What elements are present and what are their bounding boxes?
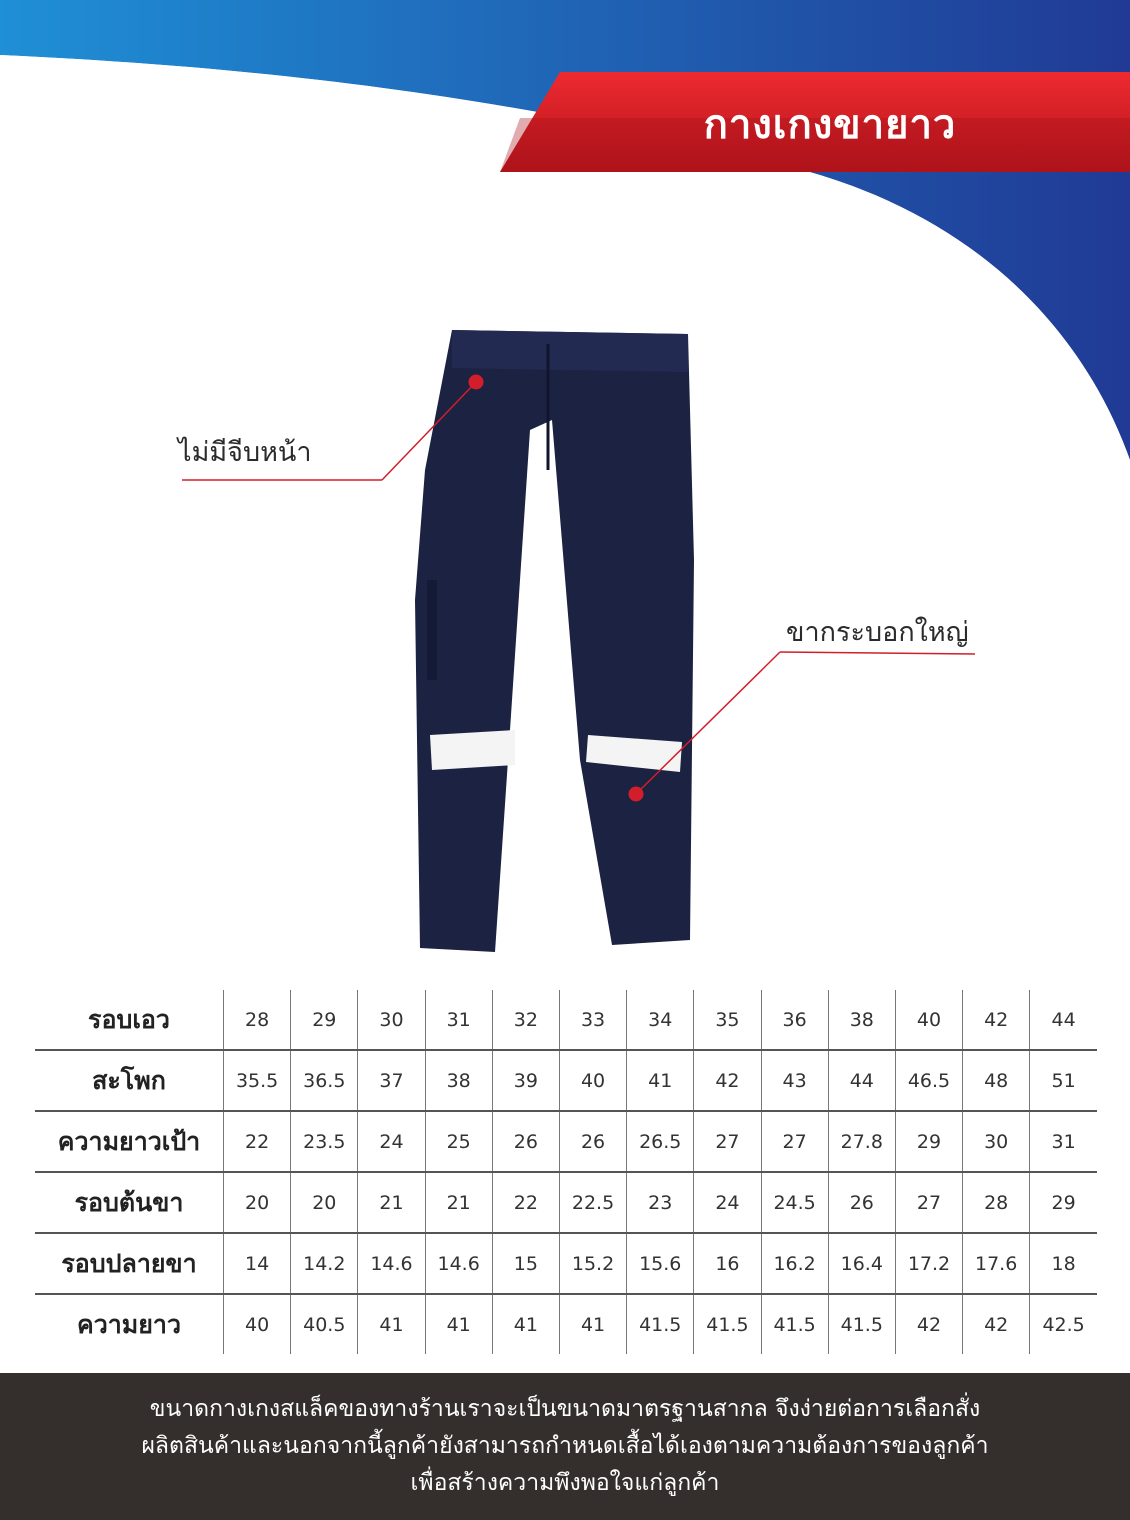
pants-image — [415, 330, 694, 952]
footer-note — [0, 1373, 1130, 1520]
size-row-label: สะโพก — [35, 1050, 224, 1111]
size-cell: 14.6 — [425, 1233, 492, 1294]
size-cell: 35.5 — [224, 1050, 291, 1111]
footer-line-2: ผลิตสินค้าและนอกจากนี้ลูกค้ายังสามารถกำหนดเสื้อได้เองตามความต้องการของลูกค้า — [141, 1433, 989, 1459]
size-cell: 16 — [694, 1233, 761, 1294]
footer-line-1: ขนาดกางเกงสแล็คของทางร้านเราจะเป็นขนาดมาตรฐานสากล จึงง่ายต่อการเลือกสั่ง — [149, 1396, 981, 1422]
size-cell: 42 — [963, 1294, 1030, 1354]
size-cell: 36 — [761, 990, 828, 1050]
size-cell: 42.5 — [1030, 1294, 1097, 1354]
size-cell: 32 — [492, 990, 559, 1050]
size-cell: 35 — [694, 990, 761, 1050]
size-table-row — [35, 1050, 1097, 1111]
size-cell: 41 — [559, 1294, 626, 1354]
size-cell: 23 — [627, 1172, 694, 1233]
size-cell: 42 — [895, 1294, 962, 1354]
size-cell: 37 — [358, 1050, 425, 1111]
size-table-row — [35, 1172, 1097, 1233]
size-cell: 43 — [761, 1050, 828, 1111]
size-cell: 26 — [828, 1172, 895, 1233]
size-cell: 33 — [559, 990, 626, 1050]
size-cell: 31 — [1030, 1111, 1097, 1172]
size-cell: 31 — [425, 990, 492, 1050]
size-cell: 40 — [559, 1050, 626, 1111]
size-cell: 16.4 — [828, 1233, 895, 1294]
size-cell: 41 — [492, 1294, 559, 1354]
size-cell: 21 — [358, 1172, 425, 1233]
size-cell: 27 — [895, 1172, 962, 1233]
size-cell: 38 — [828, 990, 895, 1050]
size-row-label: ความยาว — [76, 1309, 181, 1339]
size-cell: 42 — [694, 1050, 761, 1111]
size-cell: 41.5 — [828, 1294, 895, 1354]
size-cell: 29 — [291, 990, 358, 1050]
size-cell: 26 — [559, 1111, 626, 1172]
size-cell: 34 — [627, 990, 694, 1050]
size-cell: 27 — [761, 1111, 828, 1172]
size-cell: 27 — [694, 1111, 761, 1172]
size-cell: 40 — [895, 990, 962, 1050]
size-table-row — [35, 1294, 1097, 1354]
size-cell: 14 — [224, 1233, 291, 1294]
size-cell: 41.5 — [694, 1294, 761, 1354]
callout-dot-leg — [629, 787, 644, 802]
size-cell: 41 — [627, 1050, 694, 1111]
size-cell: 41 — [358, 1294, 425, 1354]
size-cell: 17.6 — [963, 1233, 1030, 1294]
size-table-row — [35, 1111, 1097, 1172]
size-cell: 17.2 — [895, 1233, 962, 1294]
callout-no-pleat: ไม่มีจีบหน้า — [178, 437, 312, 468]
size-cell: 14.2 — [291, 1233, 358, 1294]
size-cell: 26 — [492, 1111, 559, 1172]
size-cell: 40 — [224, 1294, 291, 1354]
size-cell: 29 — [895, 1111, 962, 1172]
size-row-label: รอบเอว — [35, 990, 224, 1050]
size-cell: 30 — [358, 990, 425, 1050]
size-cell: 41.5 — [761, 1294, 828, 1354]
size-row-label: รอบปลายขา — [35, 1233, 224, 1294]
callout-dot-waist — [469, 375, 484, 390]
size-row-label: รอบต้นขา — [35, 1172, 224, 1233]
size-table-row — [35, 1233, 1097, 1294]
size-cell: 28 — [224, 990, 291, 1050]
size-cell: 46.5 — [895, 1050, 962, 1111]
size-cell: 24.5 — [761, 1172, 828, 1233]
size-cell: 20 — [224, 1172, 291, 1233]
size-cell: 22 — [224, 1111, 291, 1172]
size-cell: 16.2 — [761, 1233, 828, 1294]
size-cell: 24 — [694, 1172, 761, 1233]
size-cell: 22 — [492, 1172, 559, 1233]
size-cell: 27.8 — [828, 1111, 895, 1172]
size-cell: 42 — [963, 990, 1030, 1050]
size-cell: 26.5 — [627, 1111, 694, 1172]
callout-wide-leg: ขากระบอกใหญ่ — [786, 617, 969, 648]
size-table-row — [35, 990, 1097, 1050]
size-cell: 40.5 — [291, 1294, 358, 1354]
size-cell: 20 — [291, 1172, 358, 1233]
size-cell: 15 — [492, 1233, 559, 1294]
size-cell: 48 — [963, 1050, 1030, 1111]
size-cell: 36.5 — [291, 1050, 358, 1111]
size-cell: 23.5 — [291, 1111, 358, 1172]
size-cell: 18 — [1030, 1233, 1097, 1294]
size-cell: 30 — [963, 1111, 1030, 1172]
page-title: กางเกงขายาว — [703, 102, 957, 148]
size-table — [35, 990, 1097, 1354]
size-cell: 14.6 — [358, 1233, 425, 1294]
size-cell: 28 — [963, 1172, 1030, 1233]
size-cell: 39 — [492, 1050, 559, 1111]
size-row-label: ความยาวเป้า — [35, 1111, 224, 1172]
size-cell: 44 — [828, 1050, 895, 1111]
size-cell: 15.2 — [559, 1233, 626, 1294]
size-cell: 24 — [358, 1111, 425, 1172]
size-cell: 44 — [1030, 990, 1097, 1050]
size-cell: 29 — [1030, 1172, 1097, 1233]
size-cell: 21 — [425, 1172, 492, 1233]
size-cell: 41 — [425, 1294, 492, 1354]
size-cell: 22.5 — [559, 1172, 626, 1233]
size-cell: 38 — [425, 1050, 492, 1111]
size-cell: 15.6 — [627, 1233, 694, 1294]
footer-line-3: เพื่อสร้างความพึงพอใจแก่ลูกค้า — [410, 1470, 720, 1496]
size-cell: 41.5 — [627, 1294, 694, 1354]
size-cell: 25 — [425, 1111, 492, 1172]
size-cell: 51 — [1030, 1050, 1097, 1111]
